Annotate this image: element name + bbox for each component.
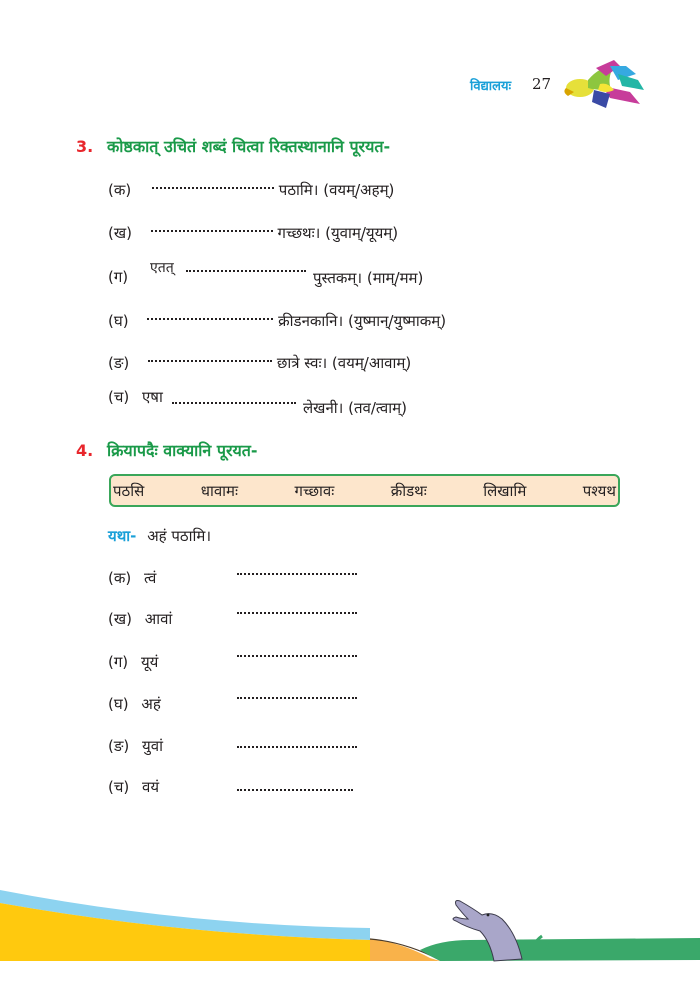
q3-item-ga-prefix: एतत् xyxy=(150,260,174,276)
example-text: अहं पठामि। xyxy=(147,527,212,545)
item-label: (क) xyxy=(108,181,132,199)
fill-blank[interactable] xyxy=(237,655,357,657)
q3-item-cha xyxy=(108,387,163,407)
q3-item-kha xyxy=(108,223,398,243)
word-bank-item: पठसि xyxy=(113,481,145,500)
q4-item-nga xyxy=(108,736,163,756)
question-3-number: 3. xyxy=(76,137,94,156)
item-text: पुस्तकम्। (माम्/मम) xyxy=(313,269,424,287)
fill-blank[interactable] xyxy=(237,612,357,614)
item-label: (ग) xyxy=(108,268,129,286)
item-label: (घ) xyxy=(108,695,129,713)
item-subject: युवां xyxy=(142,737,163,755)
item-text: क्रीडनकानि। (युष्मान्/युष्माकम्) xyxy=(278,312,447,330)
item-text: छात्रे स्वः। (वयम्/आवाम्) xyxy=(276,354,412,372)
item-label: (च) xyxy=(108,778,130,796)
dolphin-banner-illustration xyxy=(0,880,700,970)
q4-item-ga xyxy=(108,652,158,672)
fill-blank[interactable] xyxy=(237,789,353,791)
question-4-title: क्रियापदैः वाक्यानि पूरयत- xyxy=(107,441,258,460)
item-subject: यूयं xyxy=(140,653,159,671)
example-label: यथा- xyxy=(108,527,137,545)
fill-blank[interactable] xyxy=(151,230,273,232)
page-number: 27 xyxy=(532,75,552,93)
item-text: गच्छथः। (युवाम्/यूयम्) xyxy=(277,224,399,242)
q3-item-nga xyxy=(108,353,411,373)
item-label: (क) xyxy=(108,569,132,587)
q3-item-gha xyxy=(108,311,446,331)
q3-item-ka xyxy=(108,180,394,200)
fill-blank[interactable] xyxy=(186,270,306,272)
parrot-illustration-icon xyxy=(560,58,650,110)
q4-item-kha xyxy=(108,609,172,629)
item-subject: अहं xyxy=(141,695,161,713)
example-row xyxy=(108,526,211,546)
item-label: (ङ) xyxy=(108,354,130,372)
item-label: (ख) xyxy=(108,224,132,242)
item-label: (च) xyxy=(108,388,130,406)
item-label: (ग) xyxy=(108,653,129,671)
item-label: (ङ) xyxy=(108,737,130,755)
q3-item-ga xyxy=(108,267,128,287)
fill-blank[interactable] xyxy=(237,746,357,748)
word-bank-item: क्रीडथः xyxy=(390,481,427,500)
item-subject: आवां xyxy=(144,610,173,628)
word-bank-item: धावामः xyxy=(200,481,239,500)
chapter-title: विद्यालयः xyxy=(470,79,512,94)
fill-blank[interactable] xyxy=(147,318,273,320)
question-4-number: 4. xyxy=(76,441,94,460)
fill-blank[interactable] xyxy=(148,360,272,362)
q4-item-ka xyxy=(108,568,156,588)
word-bank-box xyxy=(109,474,620,507)
item-text: लेखनी। (तव/त्वाम्) xyxy=(303,399,407,417)
item-prefix: एषा xyxy=(142,388,163,406)
word-bank-item: लिखामि xyxy=(483,481,527,500)
item-subject: वयं xyxy=(142,778,160,796)
fill-blank[interactable] xyxy=(172,402,296,404)
item-subject: त्वं xyxy=(144,569,157,587)
item-label: (घ) xyxy=(108,312,129,330)
question-3-title: कोष्ठकात् उचितं शब्दं चित्वा रिक्तस्थानानि पूरयत- xyxy=(107,137,391,156)
item-text: पठामि। (वयम्/अहम्) xyxy=(278,181,395,199)
word-bank-item: गच्छावः xyxy=(294,481,335,500)
item-label: (ख) xyxy=(108,610,132,628)
q4-item-gha xyxy=(108,694,161,714)
q4-item-cha xyxy=(108,777,159,797)
word-bank-item: पश्यथ xyxy=(582,481,616,500)
fill-blank[interactable] xyxy=(152,187,274,189)
fill-blank[interactable] xyxy=(237,697,357,699)
fill-blank[interactable] xyxy=(237,573,357,575)
